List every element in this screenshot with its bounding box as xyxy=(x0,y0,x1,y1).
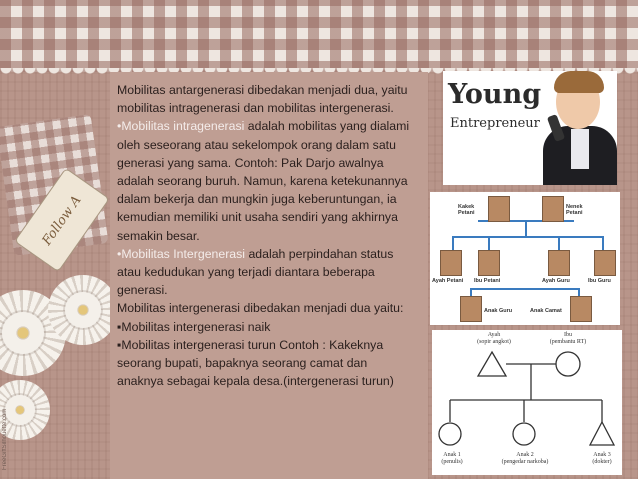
child2-circle-icon xyxy=(513,423,535,445)
label-ayah-guru: Ayah Guru xyxy=(542,278,570,284)
tree-line xyxy=(470,288,578,290)
photo-ibu-guru xyxy=(594,250,616,276)
label-ibu xyxy=(536,332,600,346)
label-kakek: Kakek Petani xyxy=(458,204,475,216)
watermark: FreeGiftSilhouette.com xyxy=(2,408,8,470)
list-item-turun: ▪Mobilitas intergenerasi turun Contoh : Kakeknya seorang bupati, bapaknya seorang camat dan anaknya sebagai kepala desa.(intergenerasi turun) xyxy=(117,337,394,389)
label-nenek: Nenek Petani xyxy=(566,204,583,216)
label-anak2-job: (pengedar narkoba) xyxy=(501,459,549,465)
photo-nenek xyxy=(542,196,564,222)
label-ayah xyxy=(468,332,520,346)
child1-circle-icon xyxy=(439,423,461,445)
label-anak1 xyxy=(432,452,472,466)
family-tree-image xyxy=(430,192,620,325)
photo-anak-guru xyxy=(460,296,482,322)
term-intergenerasi: Mobilitas Intergenerasi xyxy=(121,246,246,261)
father-triangle-icon xyxy=(478,352,506,376)
paragraph-types: Mobilitas intergenerasi dibedakan menjadi dua yaitu: xyxy=(117,301,404,316)
bullet: • xyxy=(117,246,122,261)
tree-line xyxy=(452,236,602,238)
label-anak3-text: Anak 3 xyxy=(593,452,611,458)
child-hair xyxy=(554,71,604,93)
label-anak2-text: Anak 2 xyxy=(516,452,534,458)
label-ibu-job: (pembantu RT) xyxy=(549,339,587,345)
photo-ayah-petani xyxy=(440,250,462,276)
image-subtitle: Entrepreneur xyxy=(450,116,540,131)
label-anak2 xyxy=(492,452,558,466)
daisy-center-icon xyxy=(65,292,101,328)
label-ibu-guru: Ibu Guru xyxy=(588,278,611,284)
photo-ayah-guru xyxy=(548,250,570,276)
label-anak1-text: Anak 1 xyxy=(443,452,461,458)
photo-anak-camat xyxy=(570,296,592,322)
tree-line xyxy=(578,288,580,296)
child-shirt xyxy=(571,129,589,169)
tree-line xyxy=(525,220,527,236)
label-anak3-job: (dokter) xyxy=(592,459,612,465)
label-ayah-text: Ayah xyxy=(487,332,501,338)
label-anak-camat: Anak Camat xyxy=(530,308,562,314)
body-text xyxy=(117,81,417,390)
label-ibu-text: Ibu xyxy=(564,332,572,338)
pedigree-diagram-image xyxy=(432,330,622,475)
photo-kakek xyxy=(488,196,510,222)
bullet: • xyxy=(117,119,122,134)
tree-line xyxy=(470,288,472,296)
image-title: Young xyxy=(448,79,542,110)
label-ayah-job: (sopir angkot) xyxy=(477,339,511,345)
definition-intragenerasi: adalah mobilitas yang dialami oleh seseorang atau sekelompok orang dalam satu generasi yang sama. Contoh: Pak Darjo awalnya adalah seorang buruh. Namun, karena ketekunannya dalam bekerja dan mungkin juga keberuntungan, ia kemudian memiliki unit usaha sendiri yang akhirnya semakin besar. xyxy=(117,119,410,243)
label-anak3 xyxy=(582,452,622,466)
photo-ibu-petani xyxy=(478,250,500,276)
term-intragenerasi: Mobilitas intragenerasi xyxy=(121,119,245,134)
paragraph-intragenerasi xyxy=(117,117,417,244)
label-ayah-petani: Ayah Petani xyxy=(432,278,464,284)
definition-intergenerasi: adalah perpindahan status atau kedudukan yang terjadi diantara beberapa generasi. xyxy=(117,246,394,298)
label-anak1-job: (penulis) xyxy=(441,459,463,465)
label-ibu-petani: Ibu Petani xyxy=(474,278,501,284)
paragraph-intro: Mobilitas antargenerasi dibedakan menjadi dua, yaitu mobilitas intragenerasi dan mobilitas intergenerasi. xyxy=(117,83,408,116)
mother-circle-icon xyxy=(556,352,580,376)
paragraph-intergenerasi xyxy=(117,245,417,300)
tag-text: Follow A xyxy=(39,192,85,248)
list-item-naik: ▪Mobilitas intergenerasi naik xyxy=(117,319,271,334)
label-anak-guru: Anak Guru xyxy=(484,308,513,314)
gingham-border xyxy=(0,0,638,72)
child3-triangle-icon xyxy=(590,422,614,445)
young-entrepreneur-image xyxy=(443,71,617,185)
